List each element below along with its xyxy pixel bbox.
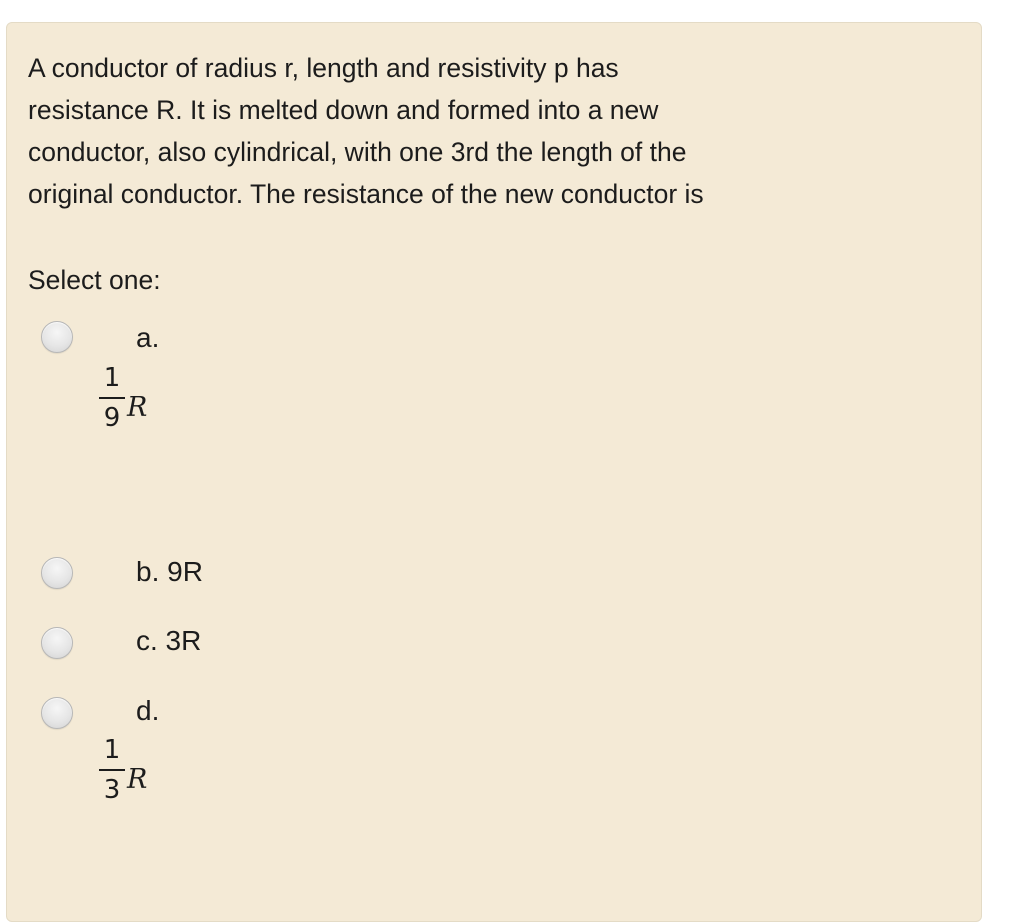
option-b-radio-icon[interactable]: [41, 557, 73, 589]
fraction-bar: [99, 769, 125, 771]
option-a-label: a.: [136, 322, 160, 353]
question-line: A conductor of radius r, length and resistivity p has: [28, 53, 619, 83]
option-a-variable: R: [127, 392, 148, 423]
select-one-label: Select one:: [28, 265, 161, 295]
option-d-variable: R: [127, 764, 148, 795]
option-c-label: c. 3R: [136, 625, 202, 656]
option-a-radio-icon[interactable]: [41, 321, 73, 353]
option-b-label: b. 9R: [136, 556, 203, 587]
option-d-numerator: 1: [103, 735, 121, 765]
option-d-label: d.: [136, 695, 160, 726]
question-line: resistance R. It is melted down and formed into a new: [28, 95, 659, 125]
question-text: [28, 47, 928, 215]
option-c-radio-icon[interactable]: [41, 627, 73, 659]
option-d-radio-icon[interactable]: [41, 697, 73, 729]
question-card: [6, 22, 982, 922]
question-line: original conductor. The resistance of the new conductor is: [28, 179, 704, 209]
option-a-numerator: 1: [103, 363, 121, 393]
option-d-fraction: [99, 735, 125, 805]
question-line: conductor, also cylindrical, with one 3rd the length of the: [28, 137, 687, 167]
fraction-bar: [99, 397, 125, 399]
option-a-denominator: 9: [103, 403, 121, 433]
option-d-denominator: 3: [103, 775, 121, 805]
option-a-fraction: [99, 363, 125, 433]
